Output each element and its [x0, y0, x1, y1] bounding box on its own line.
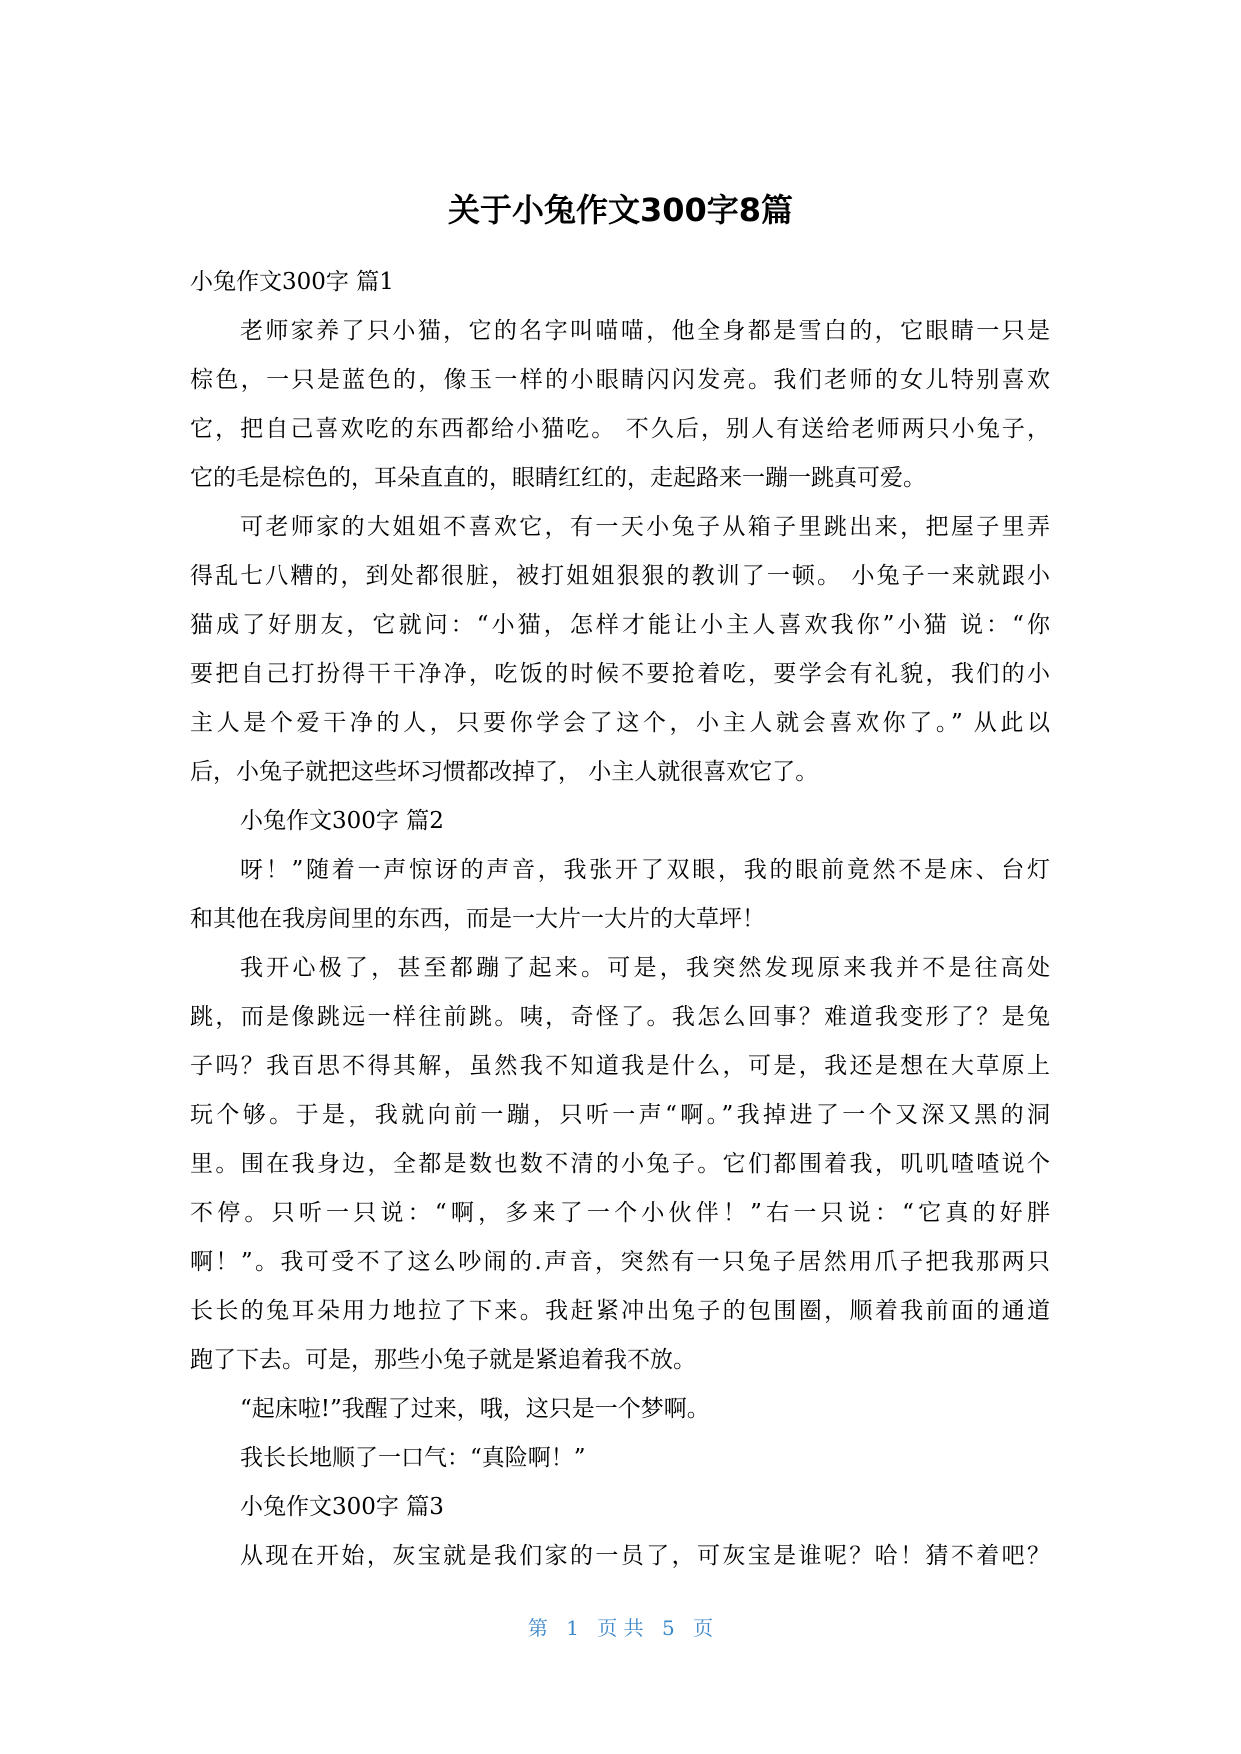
text-line: 跳，而是像跳远一样往前跳。咦，奇怪了。我怎么回事？难道我变形了？是兔	[190, 1004, 1050, 1030]
text-line: 要把自己打扮得干干净净，吃饭的时候不要抢着吃，要学会有礼貌，我们的小	[190, 661, 1050, 687]
document-body	[190, 258, 1050, 1581]
text-line: 呀！”随着一声惊讶的声音，我张开了双眼，我的眼前竟然不是床、台灯	[240, 857, 1050, 883]
page-footer	[0, 1614, 1241, 1642]
text-line: 它，把自己喜欢吃的东西都给小猫吃。 不久后，别人有送给老师两只小兔子，	[190, 416, 1050, 442]
text-line: 子吗？我百思不得其解，虽然我不知道我是什么，可是，我还是想在大草原上	[190, 1053, 1050, 1079]
footer-current-page: 1	[566, 1616, 579, 1640]
text-line: 主人是个爱干净的人，只要你学会了这个，小主人就会喜欢你了。” 从此以	[190, 710, 1050, 736]
text-line: 猫成了好朋友，它就问：“小猫，怎样才能让小主人喜欢我你”小猫 说：“你	[190, 612, 1050, 638]
text-line: 啊！”。我可受不了这么吵闹的.声音，突然有一只兔子居然用爪子把我那两只	[190, 1249, 1050, 1275]
text-line: 长长的兔耳朵用力地拉了下来。我赶紧冲出兔子的包围圈，顺着我前面的通道	[190, 1298, 1050, 1324]
text-line: 和其他在我房间里的东西，而是一大片一大片的大草坪！	[190, 906, 765, 932]
text-line: 后，小兔子就把这些坏习惯都改掉了， 小主人就很喜欢它了。	[190, 759, 819, 785]
footer-label-end: 页	[693, 1616, 714, 1640]
text-line: 它的毛是棕色的，耳朵直直的，眼睛红红的，走起路来一蹦一跳真可爱。	[190, 465, 926, 491]
footer-label-of: 页 共	[597, 1616, 644, 1640]
text-line: 小兔作文300字 篇3	[240, 1494, 444, 1520]
footer-label-page: 第	[527, 1616, 548, 1640]
text-line: 跑了下去。可是，那些小兔子就是紧追着我不放。	[190, 1347, 696, 1373]
text-line: 得乱七八糟的，到处都很脏，被打姐姐狠狠的教训了一顿。 小兔子一来就跟小	[190, 563, 1050, 589]
text-line: 从现在开始，灰宝就是我们家的一员了，可灰宝是谁呢？哈！猜不着吧？	[240, 1543, 1050, 1569]
text-line: 玩个够。于是，我就向前一蹦，只听一声“啊。”我掉进了一个又深又黑的洞	[190, 1102, 1050, 1128]
text-line: “起床啦!”我醒了过来，哦，这只是一个梦啊。	[240, 1396, 710, 1422]
text-line: 老师家养了只小猫，它的名字叫喵喵，他全身都是雪白的，它眼睛一只是	[240, 318, 1050, 344]
document-title: 关于小兔作文300字8篇	[447, 191, 794, 229]
text-line: 棕色，一只是蓝色的，像玉一样的小眼睛闪闪发亮。我们老师的女儿特别喜欢	[190, 367, 1050, 393]
text-line: 小兔作文300字 篇2	[240, 808, 444, 834]
footer-total-pages: 5	[662, 1616, 675, 1640]
text-line: 我长长地顺了一口气：“真险啊！”	[240, 1445, 586, 1471]
text-line: 不停。只听一只说：“啊，多来了一个小伙伴！”右一只说：“它真的好胖	[190, 1200, 1050, 1226]
text-line: 小兔作文300字 篇1	[190, 269, 394, 295]
text-line: 可老师家的大姐姐不喜欢它，有一天小兔子从箱子里跳出来，把屋子里弄	[240, 514, 1050, 540]
text-line: 我开心极了，甚至都蹦了起来。可是，我突然发现原来我并不是往高处	[240, 955, 1050, 981]
text-line: 里。围在我身边，全都是数也数不清的小兔子。它们都围着我，叽叽喳喳说个	[190, 1151, 1050, 1177]
